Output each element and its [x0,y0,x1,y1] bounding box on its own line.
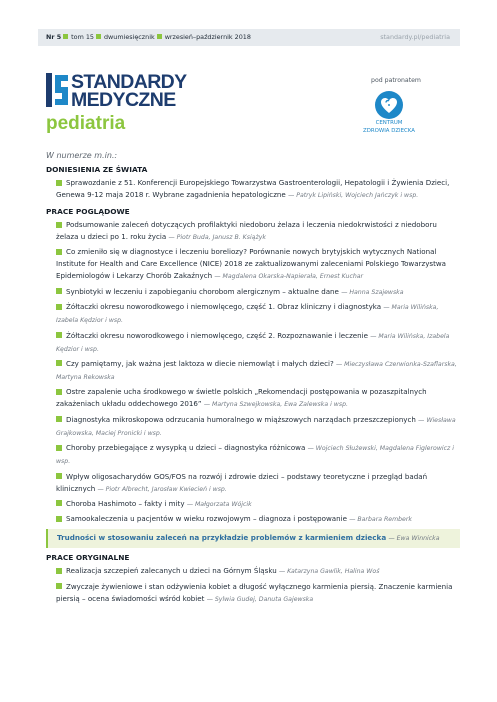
square-bullet-icon [56,583,62,589]
article-authors: — Magdalena Okarska-Napierała, Ernest Kuchar [214,273,364,281]
article-authors: — Małgorzata Wójcik [186,500,252,508]
issue-info-bar [38,29,460,46]
square-bullet-icon [63,34,68,39]
list-item[interactable] [46,414,460,440]
list-item[interactable] [46,513,460,526]
article-title: Synbiotyki w leczeniu i zapobieganiu chorobom alergicznym – aktualne dane [66,286,339,296]
square-bullet-icon [56,473,62,479]
list-item[interactable] [46,246,460,283]
article-title: Żółtaczki okresu noworodkowego i niemowlęcego, część 1. Obraz kliniczny i diagnostyka [66,302,382,312]
section-heading-original: PRACE ORYGINALNE [46,553,130,563]
issue-volume: tom 15 [71,33,94,41]
square-bullet-icon [56,568,62,574]
article-title: Realizacja szczepień zalecanych u dzieci na Górnym Śląsku [66,566,277,576]
issue-number: Nr 5 [46,33,62,41]
square-bullet-icon [56,516,62,522]
patronage-organization [352,120,426,135]
list-item[interactable] [46,471,460,496]
brand-name-line1: STANDARDY [71,71,187,93]
featured-article[interactable] [46,529,460,548]
list-item[interactable] [46,565,460,578]
article-title: Zwyczaje żywieniowe i stan odżywienia kobiet a długość wyłącznego karmienia piersią. Znaczenie karmienia piersią – ocena świadomości wśród kobiet [56,581,453,603]
standardy-logo-icon [46,73,68,107]
article-title: Żółtaczki okresu noworodkowego i niemowlęcego, część 2. Rozpoznawanie i leczenie [66,330,368,340]
journal-title: pediatria [46,113,126,134]
article-authors: — Maria Wilińska, Izabela Kędzior i wsp. [56,304,439,325]
article-authors: — Piotr Buda, Janusz B. Książyk [168,234,266,241]
list-item[interactable] [46,219,460,244]
article-authors: — Hanna Szajewska [341,288,404,296]
featured-article-title: Trudności w stosowaniu zaleceń na przykładzie problemów z karmieniem dziecka [57,533,387,543]
list-item[interactable] [46,330,460,356]
square-bullet-icon [157,34,162,39]
article-authors: — Wiesława Grajkowska, Maciej Pronicki i wsp. [56,416,456,437]
square-bullet-icon [56,332,62,338]
square-bullet-icon [56,445,62,451]
article-title: Choroba Hashimoto – fakty i mity [66,498,185,508]
list-item[interactable] [46,286,460,299]
issue-frequency: dwumiesięcznik [103,33,155,41]
article-authors: — Patryk Lipiński, Wojciech Jańczyk i wsp. [288,192,419,199]
article-authors: — Piotr Albrecht, Jarosław Kwiecień i wsp. [97,485,227,493]
org-name-line2: ZDROWIA DZIECKA [363,127,415,134]
article-title: Samookaleczenia u pacjentów w wieku rozwojowym – diagnoza i postępowanie [66,514,347,524]
square-bullet-icon [56,389,62,395]
square-bullet-icon [56,180,62,186]
website-link[interactable]: standardy.pl/pediatria [380,33,450,41]
article-title: Choroby przebiegające z wysypką u dzieci – diagnostyka różnicowa [66,443,306,453]
article-title: Ostre zapalenie ucha środkowego w świetle polskich „Rekomendacji postępowania w pozaszpitalnych zakażeniach układu oddechowego 2016” [56,387,427,409]
section-heading-reviews: PRACE POGLĄDOWE [46,207,130,216]
article-authors: — Mieczysława Czerwionka-Szaflarska, Martyna Rekowska [56,360,457,381]
issue-date: wrzesień–październik 2018 [164,33,251,41]
list-item[interactable] [46,498,460,511]
square-bullet-icon [56,500,62,506]
section-heading-news: DONIESIENIA ZE ŚWIATA [46,165,148,174]
article-title: Podsumowanie zaleceń dotyczących profilaktyki niedoboru żelaza i leczenia niedokrwistości z niedoboru żelaza u dzieci po 1. roku życia [56,220,437,241]
article-authors: — Wojciech Służewski, Magdalena Figlerowicz i wsp. [56,445,454,466]
article-authors: — Sylwia Gudej, Danuta Gajewska [206,595,314,603]
article-title: Diagnostyka mikroskopowa odrzucania humoralnego w miąższowych narządach przeszczepionych [66,414,416,424]
contents-intro: W numerze m.in.: [46,151,118,160]
featured-article-authors: — Ewa Winnicka [388,535,440,543]
patronage-label: pod patronatem [371,77,421,84]
list-item[interactable] [46,177,460,202]
czd-heart-logo-icon [370,88,408,124]
square-bullet-icon [56,222,62,228]
brand-name-line2: MEDYCZNE [71,89,176,111]
square-bullet-icon [56,249,62,255]
article-title: Wpływ oligosacharydów GOS/FOS na rozwój i zdrowie dzieci – podstawy teoretyczne i przegląd badań klinicznych [56,471,428,493]
list-item[interactable] [46,386,460,411]
square-bullet-icon [96,34,101,39]
issue-details [46,29,251,46]
article-authors: — Katarzyna Gawlik, Halina Woś [279,568,380,576]
article-title: Czy pamiętamy, jak ważna jest laktoza w diecie niemowląt i małych dzieci? [66,358,334,368]
list-item[interactable] [46,358,460,384]
org-name-line1: CENTRUM [375,120,403,126]
article-authors: — Martyna Szwejkowska, Ewa Zalewska i wsp. [203,401,348,409]
list-item[interactable] [46,581,460,606]
square-bullet-icon [56,288,62,294]
square-bullet-icon [56,304,62,310]
list-item[interactable] [46,442,460,468]
table-of-contents [46,165,460,608]
article-title: Co zmieniło się w diagnostyce i leczeniu boreliozy? Porównanie nowych brytyjskich wytycznych National Institute for Health and Care Excellence (NICE) 2018 ze zaktualizowanymi zaleceniami Polskiego Towarzystwa Epidemiologów i Lekarzy Chorób Zakaźnych [56,247,447,281]
article-authors: — Barbara Remberk [349,516,412,524]
square-bullet-icon [56,416,62,422]
article-title: Sprawozdanie z 51. Konferencji Europejskiego Towarzystwa Gastroenterologii, Hepatologii i Żywienia Dzieci, Genewa 9-12 maja 2018 r. Wybrane zagadnienia hepatologiczne [56,178,450,199]
article-authors: — Maria Wilińska, Izabela Kędzior i wsp. [56,332,450,353]
list-item[interactable] [46,301,460,327]
square-bullet-icon [56,360,62,366]
